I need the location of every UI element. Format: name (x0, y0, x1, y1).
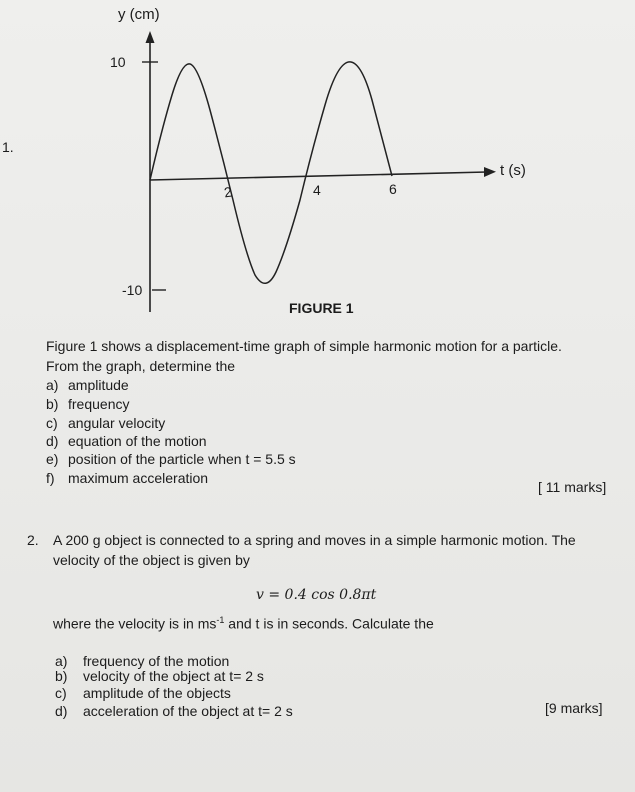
question-2-part-c: c) amplitude of the objects (55, 685, 231, 701)
question-2-units-line: where the velocity is in $ms^{-1}$ and t is in seconds. Calculate the (53, 615, 434, 632)
velocity-equation: v = 0.4 cos 0.8πt (256, 587, 377, 603)
question-1-part-d: d) equation of the motion (46, 433, 207, 449)
y-tick-label-10: 10 (110, 54, 126, 70)
y-tick-label-minus-10: -10 (122, 282, 143, 298)
question-2-part-b: b) velocity of the object at t= 2 s (55, 668, 264, 684)
x-axis-arrowhead (484, 167, 496, 177)
question-2-part-d: d) acceleration of the object at t= 2 s (55, 703, 293, 719)
figure-caption: FIGURE 1 (289, 300, 354, 316)
question-2-part-a: a) frequency of the motion (55, 653, 230, 669)
question-1-marks: [ 11 marks] (538, 479, 607, 495)
question-1-part-b: b) frequency (46, 396, 130, 412)
question-1-number: 1. (2, 139, 14, 155)
displacement-time-graph (0, 0, 635, 330)
question-2-marks: [9 marks] (545, 700, 603, 716)
question-1-part-a: a) amplitude (46, 377, 129, 393)
question-2-line-2: velocity of the object is given by (53, 552, 250, 568)
question-1-intro: Figure 1 shows a displacement-time graph of simple harmonic motion for a particle. (46, 338, 562, 354)
question-1-part-f: f) maximum acceleration (46, 470, 209, 486)
x-tick-label-6: 6 (389, 181, 397, 197)
question-2-line-1: A 200 g object is connected to a spring and moves in a simple harmonic motion. The (53, 532, 576, 548)
y-axis-label: y (cm) (118, 6, 160, 23)
question-1-prompt: From the graph, determine the (46, 358, 236, 374)
question-2-number: 2. (27, 532, 39, 548)
x-axis-label: t (s) (500, 162, 526, 179)
x-tick-label-2: 2 (222, 183, 233, 201)
question-1-part-e: e) position of the particle when t = 5.5 s (46, 451, 296, 467)
y-axis-arrowhead (146, 31, 155, 43)
x-tick-label-4: 4 (313, 182, 321, 198)
x-axis (150, 172, 487, 180)
question-1-part-c: c) angular velocity (46, 415, 166, 431)
displacement-curve (150, 62, 392, 283)
